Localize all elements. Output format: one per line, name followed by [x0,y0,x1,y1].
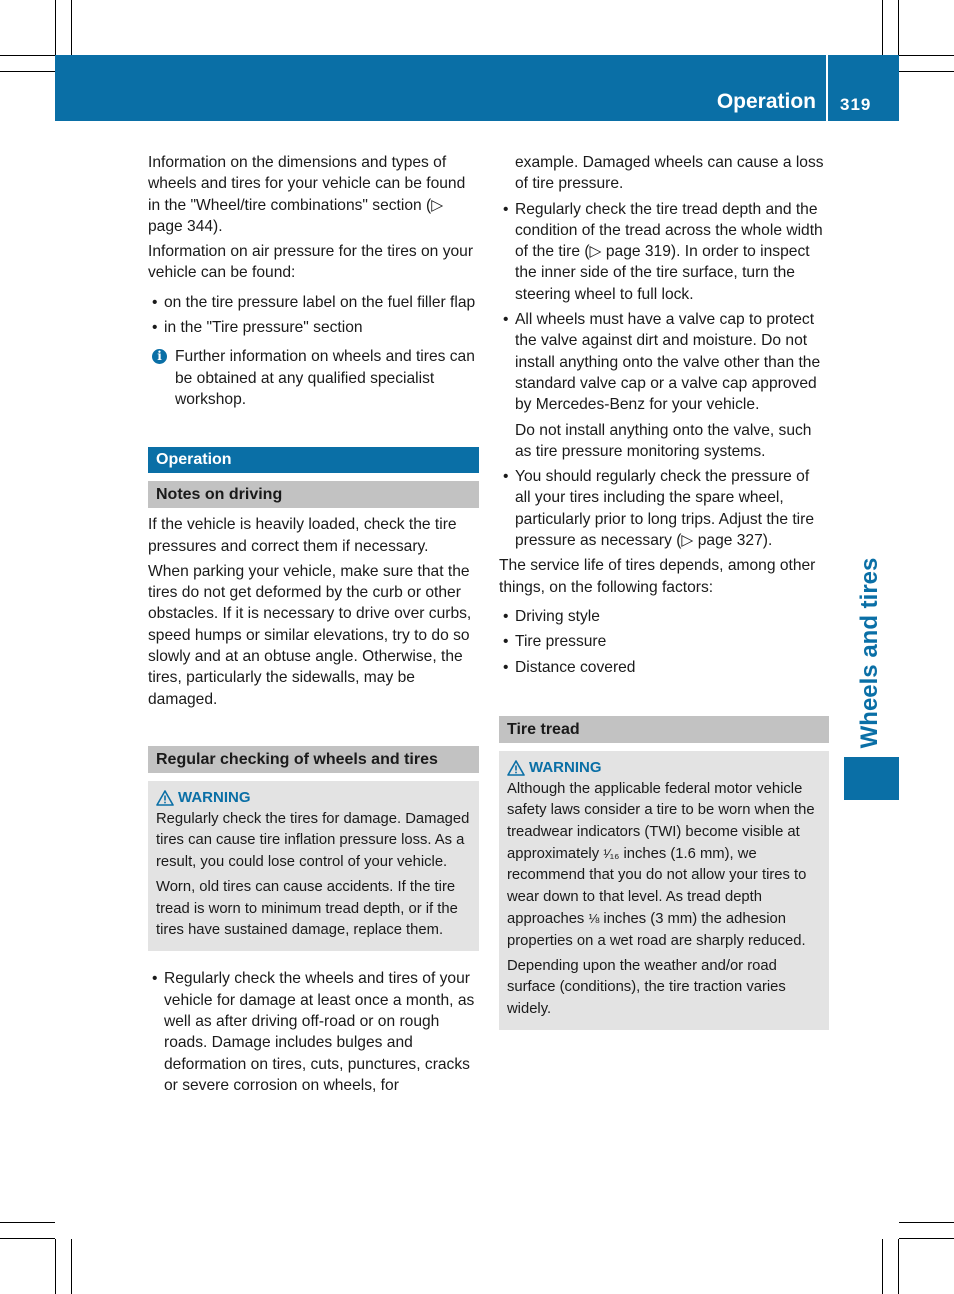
crop-mark [882,0,883,55]
info-icon: i [152,349,167,364]
warning-text-part: Although the applicable federal motor vehicle safety laws consider a tire to be worn when the treadwear indicators (TWI) become visible at approximately [507,780,815,863]
warning-text-part: inches (1.6 mm), we recommend that you do not allow your tires to wear down to that level. As tread depth approaches [507,846,807,928]
list-item: • Distance covered [499,657,829,678]
intro-paragraph: Information on air pressure for the tires on your vehicle can be found: [148,243,474,282]
info-note [148,346,479,410]
crop-mark [899,55,954,56]
fraction: ¹⁄₁₆ [603,846,620,862]
left-column [148,152,479,1100]
warning-box [148,781,479,951]
list-item: • Tire pressure [499,631,829,652]
warning-label: WARNING [178,788,251,806]
crop-mark [0,1222,55,1223]
crop-mark [71,1239,72,1294]
header-divider [826,55,828,121]
list-item: • on the tire pressure label on the fuel filler flap [148,292,479,313]
warning-triangle-icon [507,760,529,776]
side-tab-marker [844,757,899,800]
subheading-notes-on-driving: Notes on driving [148,481,479,508]
list-item: • Driving style [499,606,829,627]
crop-mark [0,55,55,56]
warning-header [156,787,471,809]
warning-text: Depending upon the weather and/or road surface (conditions), the tire traction varies widely. [507,958,786,1017]
crop-mark [55,1239,56,1294]
warning-box [499,751,829,1030]
fraction: ⅛ [588,911,600,927]
header-title: Operation [716,90,816,113]
side-tab-label: Wheels and tires [856,557,883,749]
body-paragraph: When parking your vehicle, make sure that the tires do not get deformed by the curb or other obstacles. If it is necessary to drive over curbs, speed humps or similar elevations, try to do so slowly and at an obtuse angle. Otherwise, the tires, particularly the sidewalls, may be damaged. [148,562,472,708]
body-paragraph: If the vehicle is heavily loaded, check the tire pressures and correct them if necessary. [148,516,457,555]
crop-mark [899,1238,954,1239]
crop-mark [55,0,56,55]
warning-header [507,757,821,779]
warning-text [507,779,821,952]
crop-mark [899,1222,954,1223]
list-item: • You should regularly check the pressure of all your tires including the spare wheel, particularly prior to long trips. Adjust the tire pressure as necessary (▷ page 327). [499,466,829,551]
list-item: • Regularly check the tire tread depth and the condition of the tread across the whole width of the tire (▷ page 319). In order to inspect the inner side of the tire surface, turn the steering wheel to full lock. [499,199,829,305]
list-item: • Regularly check the wheels and tires of your vehicle for damage at least once a month, as well as after driving off-road or on rough roads. Damage includes bulges and deformation on tires, cuts, punctures, cracks or severe corrosion on wheels, for [148,968,479,1096]
crop-mark [71,0,72,55]
crop-mark [898,0,899,55]
warning-text-part: inches (3 mm) the adhesion properties on a wet road are sharply reduced. [507,911,806,949]
section-heading: Operation [148,447,479,473]
list-item: • All wheels must have a valve cap to protect the valve against dirt and moisture. Do not install anything onto the valve other than the standard valve cap or a valve cap approved by Mercedes-Benz for your vehicle. [499,309,829,415]
list-item: • in the "Tire pressure" section [148,317,479,338]
subheading-regular-checking: Regular checking of wheels and tires [148,746,479,773]
warning-text: Worn, old tires can cause accidents. If the tire tread is worn to minimum tread depth, or if the tires have sustained damage, replace them. [156,879,458,938]
valve-note: Do not install anything onto the valve, such as tire pressure monitoring systems. [515,421,812,460]
warning-text: Regularly check the tires for damage. Damaged tires can cause tire inflation pressure loss. As a result, you could lose control of your vehicle. [156,810,470,870]
body-paragraph: The service life of tires depends, among other things, on the following factors: [499,557,816,596]
crop-mark [0,1238,55,1239]
continuation-text: example. Damaged wheels can cause a loss of tire pressure. [515,154,824,193]
info-note-text: Further information on wheels and tires can be obtained at any qualified specialist workshop. [175,348,475,408]
crop-mark [0,71,55,72]
crop-mark [899,71,954,72]
crop-mark [882,1239,883,1294]
subheading-tire-tread: Tire tread [499,716,829,743]
warning-triangle-icon [156,790,178,806]
right-column [499,152,829,1030]
page-number: 319 [840,95,872,114]
crop-mark [898,1239,899,1294]
warning-label: WARNING [529,758,602,776]
intro-paragraph: Information on the dimensions and types of wheels and tires for your vehicle can be found in the "Wheel/tire combinations" section (▷ page 344). [148,154,466,235]
